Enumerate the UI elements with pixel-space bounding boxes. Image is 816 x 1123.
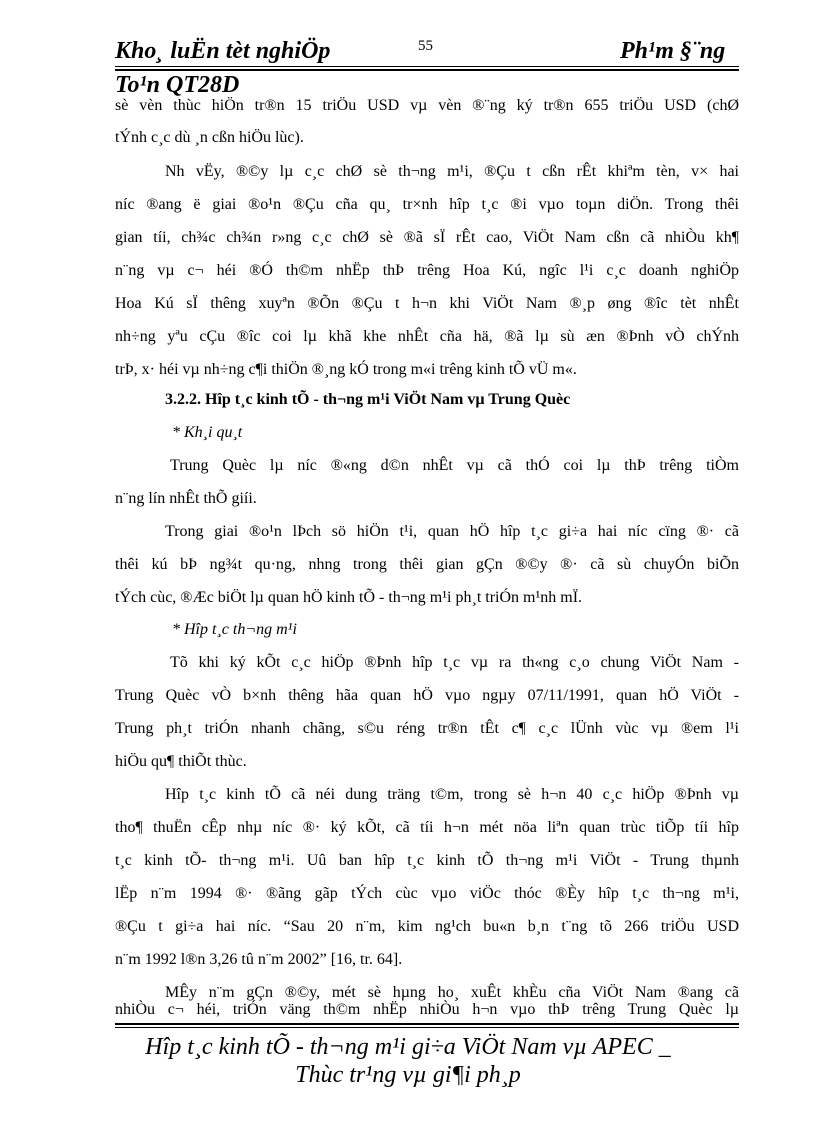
body-line: t¸c kinh tÕ- th¬ng m¹i. Uû ban hîp t¸c kinh tÕ th¬ng m¹i ViÖt - Trung thµnh bbox=[115, 852, 739, 869]
body-line: Hîp t¸c kinh tÕ cã néi dung träng t©m, trong sè h¬n 40 c¸c hiÖp ®Þnh vµ bbox=[165, 786, 739, 803]
body-line: n¨m 1992 l®n 3,26 tû n¨m 2002” [16, tr. 64]. bbox=[115, 951, 403, 968]
body-line: Hoa Kú sÏ thêng xuyªn ®Õn ®Çu t h¬n khi ViÖt Nam ®¸p øng ®îc tèt nhÊt bbox=[115, 295, 739, 312]
header-right-author: Ph¹m §¨ng bbox=[620, 38, 726, 64]
subsection-heading: * Kh¸i qu¸t bbox=[172, 424, 243, 441]
header-rule-thin bbox=[115, 66, 739, 67]
body-line: Nh vËy, ®©y lµ c¸c chØ sè th¬ng m¹i, ®Çu t cßn rÊt khiªm tèn, v× hai bbox=[165, 163, 739, 180]
body-line: gian tíi, ch¾c ch¾n r»ng c¸c chØ sè ®ã sÏ rÊt cao, ViÖt Nam cßn cã nhiÒu kh¶ bbox=[115, 229, 739, 246]
header-rule-thick bbox=[115, 69, 739, 71]
footer-rule-thin bbox=[115, 1027, 739, 1028]
body-line: MÊy n¨m gÇn ®©y, mét sè hµng ho¸ xuÊt khÈu cña ViÖt Nam ®ang cã bbox=[165, 984, 739, 1001]
body-line: sè vèn thùc hiÖn tr®n 15 triÖu USD vµ vèn ®¨ng ký tr®n 655 triÖu USD (chØ bbox=[115, 97, 739, 114]
body-line: Trung Quèc vÒ b×nh thêng hãa quan hÖ vµo ngµy 07/11/1991, quan hÖ ViÖt - bbox=[115, 687, 739, 704]
header-left-title: Kho¸ luËn tèt nghiÖp bbox=[115, 38, 331, 64]
body-line: ®Çu t gi÷a hai níc. “Sau 20 n¨m, kim ng¹ch bu«n b¸n t¨ng tõ 266 triÖu USD bbox=[115, 918, 739, 935]
body-line: Trung ph¸t triÓn nhanh chãng, s©u réng tr®n tÊt c¶ c¸c lÜnh vùc vµ ®em l¹i bbox=[115, 720, 739, 737]
body-line: tÝnh c¸c dù ¸n cßn hiÖu lùc). bbox=[115, 129, 304, 146]
subsection-heading: * Hîp t¸c th¬ng m¹i bbox=[172, 621, 297, 638]
body-line: trÞ, x· héi vµ nh÷ng c¶i thiÖn ®¸ng kÓ trong m«i trêng kinh tÕ vÜ m«. bbox=[115, 361, 577, 378]
body-line: nhiÒu c¬ héi, triÓn väng th©m nhËp nhiÒu h¬n vµo thÞ trêng Trung Quèc lµ bbox=[115, 1001, 739, 1018]
footer-rule-thick bbox=[115, 1023, 739, 1025]
body-line: Trung Quèc lµ níc ®«ng d©n nhÊt vµ cã thÓ coi lµ thÞ trêng tiÒm bbox=[170, 457, 739, 474]
body-line: hiÖu qu¶ thiÕt thùc. bbox=[115, 753, 247, 770]
body-line: n¨ng vµ c¬ héi ®Ó th©m nhËp thÞ trêng Hoa Kú, ngîc l¹i c¸c doanh nghiÖp bbox=[115, 262, 739, 279]
body-line: n¨ng lín nhÊt thÕ giíi. bbox=[115, 490, 257, 507]
body-line: tÝch cùc, ®Æc biÖt lµ quan hÖ kinh tÕ - th¬ng m¹i ph¸t triÓn m¹nh mÏ. bbox=[115, 589, 583, 606]
body-line: tho¶ thuËn cÊp nhµ níc ®· ký kÕt, cã tíi h¬n mét nöa liªn quan trùc tiÕp tíi hîp bbox=[115, 819, 739, 836]
section-heading: 3.2.2. Hîp t¸c kinh tÕ - th¬ng m¹i ViÖt Nam vµ Trung Quèc bbox=[165, 391, 571, 408]
header-subtitle: To¹n QT28D bbox=[115, 72, 240, 98]
footer-title: Hîp t¸c kinh tÕ - th¬ng m¹i gi÷a ViÖt Nam vµ APEC _ bbox=[145, 1034, 671, 1060]
footer-subtitle: Thùc tr¹ng vµ gi¶i ph¸p bbox=[295, 1062, 521, 1088]
body-line: Trong giai ®o¹n lÞch sö hiÖn t¹i, quan hÖ hîp t¸c gi÷a hai níc cïng ®· cã bbox=[165, 523, 739, 540]
body-line: thêi kú bÞ ng¾t qu·ng, nhng trong thêi gian gÇn ®©y ®· cã sù chuyÓn biÕn bbox=[115, 556, 739, 573]
body-line: lËp n¨m 1994 ®· ®ãng gãp tÝch cùc vµo viÖc thóc ®Èy hîp t¸c th¬ng m¹i, bbox=[115, 885, 739, 902]
body-line: níc ®ang ë giai ®o¹n ®Çu cña qu¸ tr×nh hîp t¸c ®i vµo toµn diÖn. Trong thêi bbox=[115, 196, 739, 213]
body-line: Tõ khi ký kÕt c¸c hiÖp ®Þnh hîp t¸c vµ ra th«ng c¸o chung ViÖt Nam - bbox=[170, 654, 739, 671]
body-line: nh÷ng yªu cÇu ®îc coi lµ khã khe nhÊt cña hä, ®ã lµ sù æn ®Þnh vÒ chÝnh bbox=[115, 328, 739, 345]
page-number: 55 bbox=[418, 38, 433, 54]
